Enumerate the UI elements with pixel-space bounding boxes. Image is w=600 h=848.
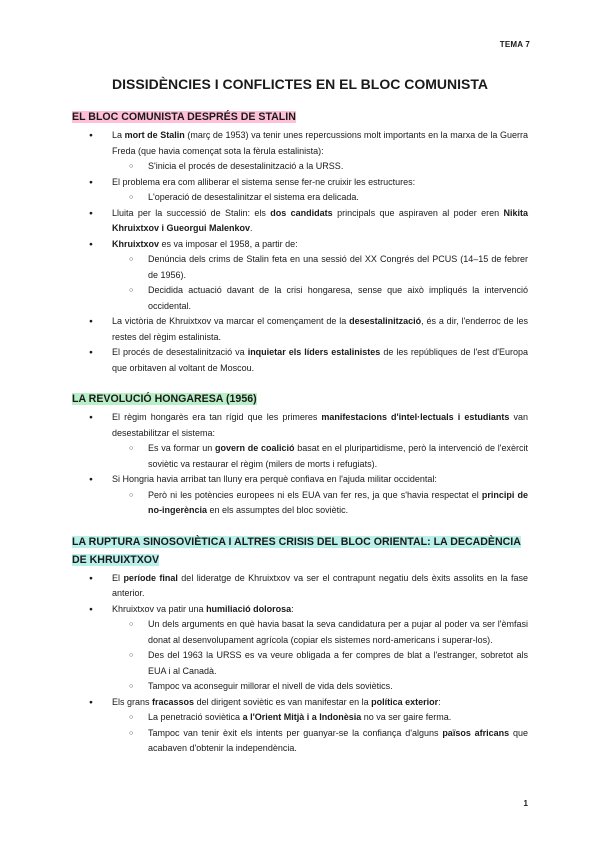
sub-list-item — [72, 617, 528, 648]
text: Lluita per la successió de Stalin: els — [112, 207, 271, 218]
text: El règim hongarès era tan rígid que les primeres — [112, 412, 322, 422]
bold-text: fracassos — [152, 696, 195, 707]
bold-text: països africans — [442, 727, 510, 738]
text: Tampoc va aconseguir millorar el nivell de vida dels soviètics. — [148, 681, 393, 691]
sub-list-item — [72, 710, 528, 726]
text: no va ser gaire ferma. — [361, 712, 452, 722]
text: La victòria de Khruixtxov va marcar el començament de la — [112, 316, 350, 326]
text: basat en el pluripartidisme, però la intervenció de l'exèrcit soviètic va restaurar el règim (milers de morts i refugiats). — [148, 443, 528, 469]
text: (març de 1953) va tenir unes repercussions molt importants en la marxa de la Guerra Freda (que havia començat sota la fèrula estalinista): — [112, 130, 528, 156]
list-item — [72, 695, 528, 711]
sub-list-item — [72, 190, 528, 206]
list-item — [72, 410, 528, 441]
list-item — [72, 602, 528, 618]
text: Des del 1963 la URSS es va veure obligada a fer compres de blat a l'estranger, sobretot als EUA i al Canadà. — [148, 650, 528, 676]
text: : — [291, 603, 294, 614]
document-title: DISSIDÈNCIES I CONFLICTES EN EL BLOC COMUNISTA — [112, 76, 488, 92]
section-heading: EL BLOC COMUNISTA DESPRÉS DE STALIN — [72, 111, 296, 123]
sub-list-item — [72, 648, 528, 679]
text: La penetració soviètica — [148, 712, 243, 722]
list-item — [72, 206, 528, 237]
text: del lideratge de Khruixtxov va ser el contrapunt negatiu dels èxits assolits en la fase anterior. — [112, 572, 528, 598]
text: Els grans — [112, 696, 153, 707]
text: en els assumptes del bloc soviètic. — [207, 505, 349, 515]
bold-text: Khruixtxov — [112, 238, 160, 249]
section-ruptura-sinosovietica — [72, 533, 528, 757]
text: van desestabilitzar el sistema: — [112, 412, 528, 438]
section-heading: LA RUPTURA SINOSOVIÈTICA I ALTRES CRISIS DEL BLOC ORIENTAL: LA DECADÈNCIA DE KHRUIXTXOV — [72, 535, 521, 566]
bullet-list — [72, 128, 528, 376]
text: El — [112, 572, 124, 583]
list-item — [72, 345, 528, 376]
page-number: 1 — [523, 799, 528, 808]
sub-list-item — [72, 159, 528, 175]
text: : — [438, 696, 441, 707]
bold-text: inquietar els líders estalinistes — [247, 347, 381, 357]
text: de les repúbliques de l'est d'Europa que orbitaven al voltant de Moscou. — [112, 347, 528, 373]
sub-list-item — [72, 726, 528, 757]
document-body — [72, 108, 528, 757]
text: El problema era com alliberar el sistema sense fer-ne cruixir les estructures: — [112, 176, 416, 187]
text: La — [112, 130, 125, 140]
list-item — [72, 314, 528, 345]
text: Però ni les potències europees ni els EUA van fer res, ja que s'havia respectat el — [148, 489, 482, 500]
bullet-list — [72, 571, 528, 757]
text: es va imposar el 1958, a partir de: — [159, 238, 298, 249]
bold-text: manifestacions d'intel·lectuals i estudiants — [321, 412, 510, 422]
bold-text: dos candidats — [270, 207, 333, 218]
text: principals que aspiraven al poder eren — [332, 207, 504, 218]
list-item — [72, 175, 528, 191]
sub-list-item — [72, 252, 528, 283]
section-heading: LA REVOLUCIÓ HONGARESA (1956) — [72, 393, 257, 405]
list-item — [72, 128, 528, 159]
text: El procés de desestalinització va — [112, 347, 248, 357]
sub-list-item — [72, 283, 528, 314]
bold-text: a l'Orient Mitjà i a Indonèsia — [242, 712, 362, 722]
text: , és a dir, l'enderroc de les restes del règim estalinista. — [112, 316, 528, 342]
text: Denúncia dels crims de Stalin feta en una sessió del XX Congrés del PCUS (14–15 de febrer de 1956). — [148, 254, 528, 280]
text: que acabaven d'obtenir la independència. — [148, 727, 528, 753]
bold-text: mort de Stalin — [124, 130, 185, 140]
text: Si Hongria havia arribat tan lluny era perquè confiava en l'ajuda militar occidental: — [112, 474, 437, 484]
list-item — [72, 472, 528, 488]
bold-text: principi de no-ingerència — [148, 489, 528, 515]
text: Un dels arguments en què havia basat la seva candidatura per a pujar al poder va ser l'èmfasi donat al desenvolupament agrícola (copiar els sistemes nord-americans i superar-los). — [148, 619, 528, 645]
section-revolucio-hongaresa — [72, 390, 528, 519]
text: Khruixtxov va patir una — [112, 603, 207, 614]
sub-list-item — [72, 679, 528, 695]
list-item — [72, 237, 528, 253]
bold-text: política exterior — [371, 696, 439, 707]
bold-text: Nikita Khruixtxov i Gueorgui Malenkov — [112, 207, 528, 233]
text: Decidida actuació davant de la crisi hongaresa, sense que això impliqués la intervenció occidental. — [148, 285, 528, 311]
bold-text: desestalinització — [349, 316, 422, 326]
bold-text: període final — [123, 572, 178, 583]
text: Es va formar un — [148, 443, 215, 453]
sub-list-item — [72, 441, 528, 472]
text: . — [250, 223, 253, 233]
bold-text: humiliació dolorosa — [206, 603, 292, 614]
list-item — [72, 571, 528, 602]
text: S'inicia el procés de desestalinització a la URSS. — [148, 161, 344, 171]
text: L'operació de desestalinitzar el sistema era delicada. — [148, 192, 359, 202]
sub-list-item — [72, 488, 528, 519]
topic-label: TEMA 7 — [499, 40, 530, 49]
section-bloc-comunista — [72, 108, 528, 376]
text: del dirigent soviètic es van manifestar en la — [194, 696, 372, 707]
text: Tampoc van tenir èxit els intents per guanyar-se la confiança d'alguns — [148, 727, 443, 738]
bullet-list — [72, 410, 528, 519]
bold-text: govern de coalició — [214, 443, 295, 453]
